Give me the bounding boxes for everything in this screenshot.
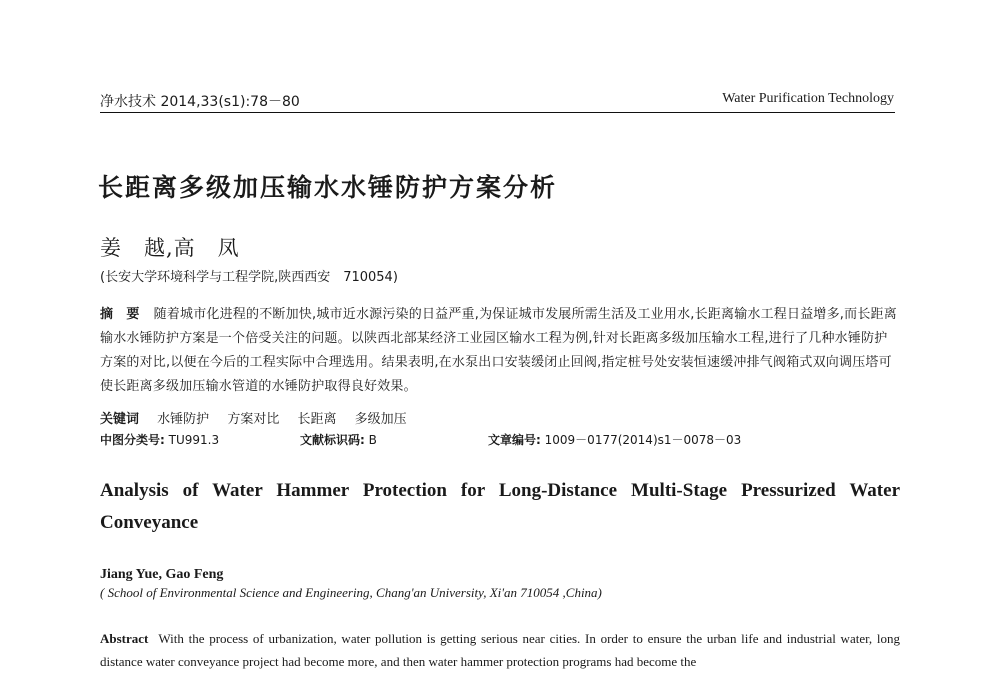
chinese-keywords xyxy=(100,408,421,427)
article-number xyxy=(488,431,741,448)
doc-code-label: 文献标识码: xyxy=(300,433,365,447)
clc-label: 中图分类号: xyxy=(100,433,165,447)
chinese-title: 长距离多级加压输水水锤防护方案分析 xyxy=(98,173,558,202)
chinese-affiliation: (长安大学环境科学与工程学院,陕西西安 710054) xyxy=(100,270,398,285)
header-rule xyxy=(100,112,895,113)
article-no-label: 文章编号: xyxy=(488,433,541,447)
english-affiliation: ( School of Environmental Science and Engineering, Chang'an University, Xi'an 710054 ,China) xyxy=(100,585,602,600)
keyword: 水锤防护 xyxy=(157,412,210,427)
document-code xyxy=(300,431,377,448)
keywords-label: 关键词 xyxy=(100,412,140,427)
keyword: 多级加压 xyxy=(354,412,407,427)
doc-code-value: B xyxy=(368,433,377,447)
english-abstract xyxy=(100,627,900,673)
keyword: 长距离 xyxy=(297,412,337,427)
journal-name: Water Purification Technology xyxy=(722,91,894,106)
english-abstract-label: Abstract xyxy=(100,631,149,646)
english-authors: Jiang Yue, Gao Feng xyxy=(100,567,224,582)
english-abstract-text: With the process of urbanization, water pollution is getting serious near cities. In order to ensure the urban life and industrial water, long distance water conveyance project had become more, and then water hammer protection programs had become the xyxy=(100,631,900,669)
journal-citation: 净水技术 2014,33(s1):78－80 xyxy=(100,94,300,110)
keyword: 方案对比 xyxy=(227,412,280,427)
chinese-abstract-label: 摘 要 xyxy=(100,307,140,322)
chinese-abstract xyxy=(100,303,900,399)
chinese-abstract-text: 随着城市化进程的不断加快,城市近水源污染的日益严重,为保证城市发展所需生活及工业用水,长距离输水工程日益增多,而长距离输水水锤防护方案是一个倍受关注的问题。以陕西北部某经济工业园区输水工程为例,针对长距离多级加压输水工程,进行了几种水锤防护方案的对比,以便在今后的工程实际中合理选用。结果表明,在水泵出口安装缓闭止回阀,指定桩号处安装恒速缓冲排气阀箱式双向调压塔可使长距离多级加压输水管道的水锤防护取得良好效果。 xyxy=(100,307,897,394)
clc-number xyxy=(100,431,219,448)
clc-value: TU991.3 xyxy=(168,433,220,447)
chinese-authors: 姜 越,高 凤 xyxy=(100,236,240,260)
article-no-value: 1009－0177(2014)s1－0078－03 xyxy=(544,433,742,447)
english-title: Analysis of Water Hammer Protection for Long-Distance Multi-Stage Pressurized Water Conveyance xyxy=(100,480,900,533)
